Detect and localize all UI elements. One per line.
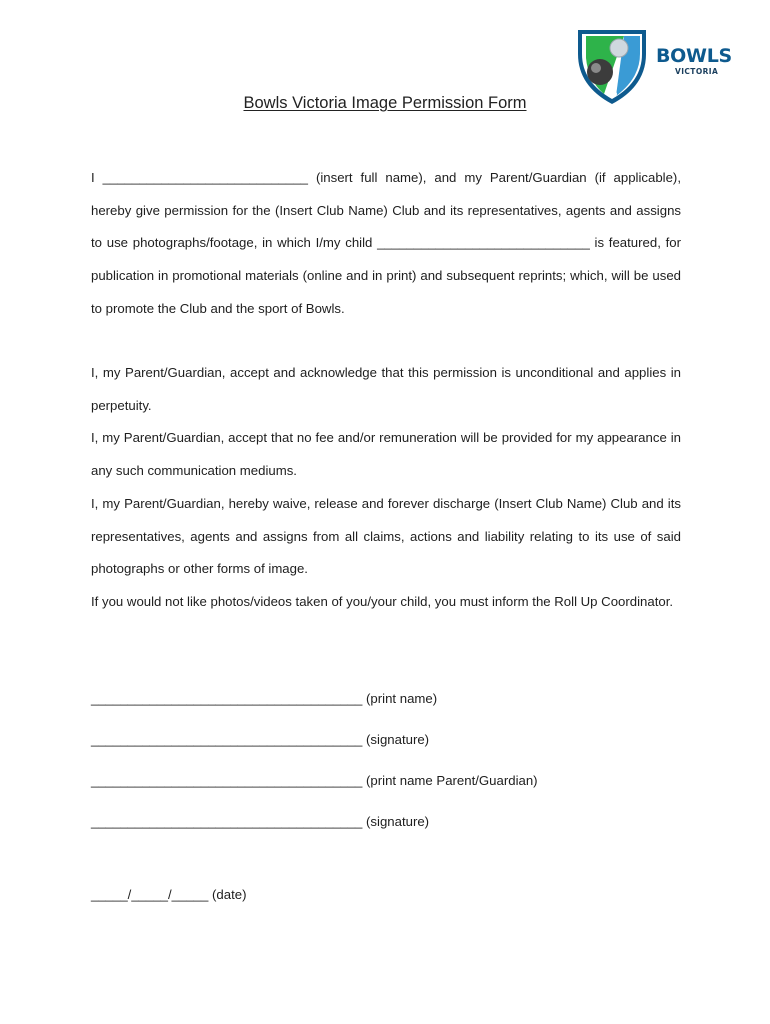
statement-no-fee: I, my Parent/Guardian, accept that no fee and/or remuneration will be provided for my appearance in any such communication mediums. [91,430,681,479]
statements-section [91,357,681,619]
form-title: Bowls Victoria Image Permission Form [243,94,527,112]
guardian-signature-line: _____________________________________ (signature) [91,814,430,829]
guardian-print-name-line: _____________________________________ (print name Parent/Guardian) [91,773,538,788]
signature-line: _____________________________________ (signature) [91,732,430,747]
statement-perpetuity: I, my Parent/Guardian, accept and acknowledge that this permission is unconditional and applies in perpetuity. [91,365,681,413]
logo-wordmark: BOWLS [656,45,732,67]
statement-opt-out: If you would not like photos/videos taken of you/your child, you must inform the Roll Up Coordinator. [91,593,674,609]
permission-paragraph: I ____________________________ (insert full name), and my Parent/Guardian (if applicable), hereby give permission for the (Insert Club Name) Club and its representatives, agents and assigns to use photographs/footage, in which I/my child _____________________________ is featured, for publication in promotional materials (online and in print) and subsequent reprints; which, will be used to promote the Club and the sport of Bowls. [91,170,681,316]
print-name-line: _____________________________________ (print name) [91,691,438,706]
date-line: _____/_____/_____ (date) [91,887,247,902]
logo-subtitle: VICTORIA [675,67,719,76]
statement-waiver: I, my Parent/Guardian, hereby waive, release and forever discharge (Insert Club Name) Club and its representatives, agents and assigns from all claims, actions and liability relating to its use of said photographs or other forms of image. [91,495,681,577]
